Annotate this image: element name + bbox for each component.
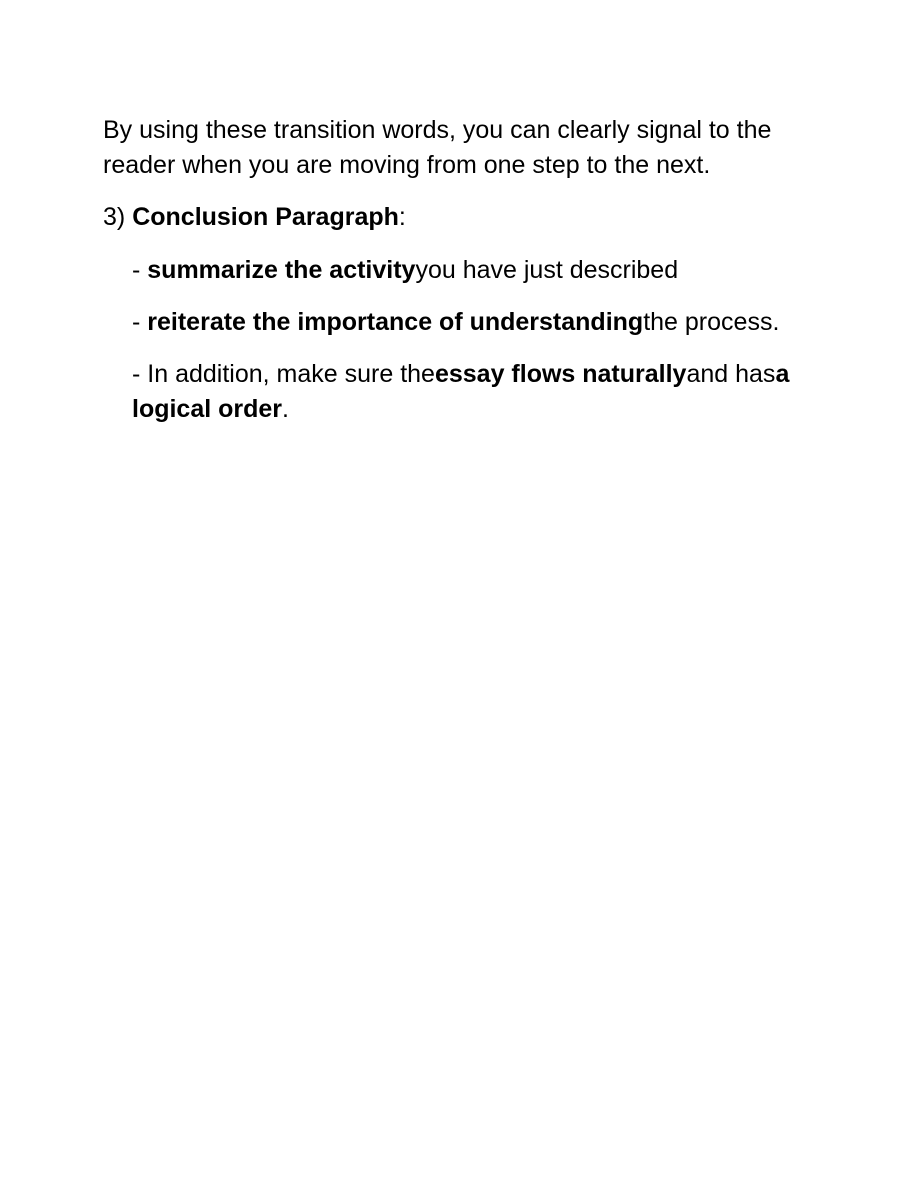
section-title-suffix: : — [398, 203, 406, 231]
document-page — [103, 113, 843, 444]
list-item — [132, 253, 843, 288]
list-item-bold: summarize the activity — [147, 256, 416, 284]
intro-paragraph: By using these transition words, you can clearly signal to the reader when you are moving from one step to the next. — [103, 116, 772, 179]
list-item-bold: reiterate the importance of understanding — [147, 308, 644, 336]
list-item-bold-secondary: a logical order — [132, 360, 790, 423]
list-item-text: and has — [686, 360, 776, 388]
section-heading — [103, 200, 843, 235]
list-item-text-end: . — [282, 395, 289, 423]
list-item-prefix: - — [132, 308, 148, 336]
list-item-prefix: - In addition, make sure the — [132, 360, 435, 388]
list-item-text: the process. — [643, 308, 780, 336]
section-number: 3) — [103, 203, 133, 231]
list-item — [132, 305, 843, 340]
section-title: Conclusion Paragraph — [132, 203, 399, 231]
list-item-prefix: - — [132, 256, 148, 284]
list-item — [132, 357, 843, 427]
list-item-bold: essay flows naturally — [434, 360, 687, 388]
list-item-text: you have just described — [415, 256, 679, 284]
